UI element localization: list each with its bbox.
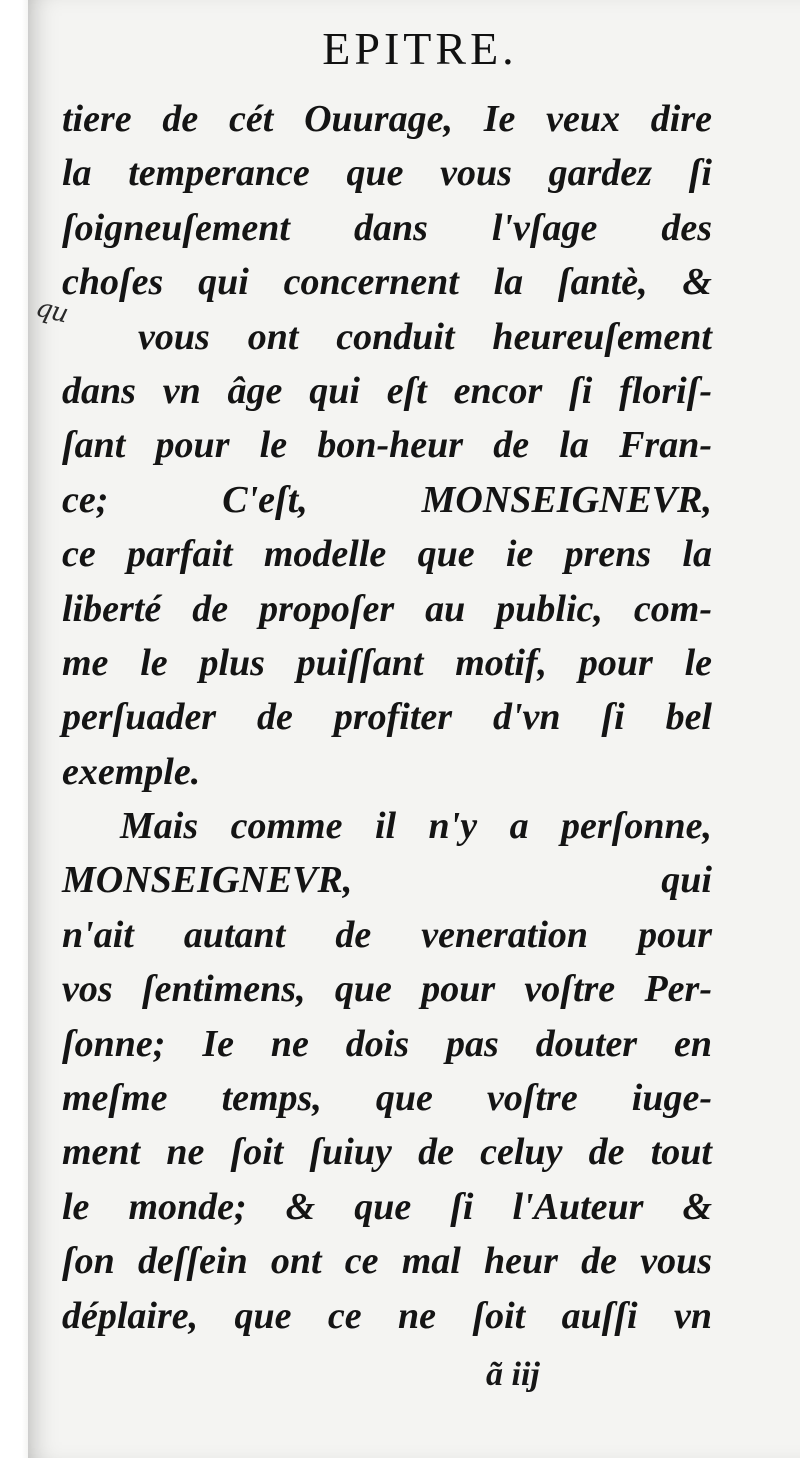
margin-note: qu: [32, 292, 71, 330]
text-line: n'ait autant de veneration pour: [62, 913, 712, 956]
text-line: vous ont conduit heureuſement: [138, 315, 712, 358]
text-line: meſme temps, que voſtre iuge-: [62, 1077, 712, 1120]
text-line: ſonne; Ie ne dois pas douter en: [62, 1022, 712, 1065]
text-line: dans vn âge qui eſt encor ſi floriſ-: [62, 369, 712, 412]
text-line: ment ne ſoit ſuiuy de celuy de tout: [62, 1131, 712, 1174]
text-line: choſes qui concernent la ſantè, &: [62, 261, 712, 304]
text-line: vos ſentimens, que pour voſtre Per-: [62, 968, 712, 1011]
text-line: ſon deſſein ont ce mal heur de vous: [62, 1240, 712, 1283]
text-line: ſant pour le bon-heur de la Fran-: [62, 424, 712, 467]
text-line: ce parfait modelle que ie prens la: [62, 533, 712, 576]
text-line: MONSEIGNEVR, qui: [62, 859, 712, 902]
text-line: exemple.: [62, 750, 201, 793]
text-line: liberté de propoſer au public, com-: [62, 587, 712, 630]
text-line: Mais comme il n'y a perſonne,: [120, 805, 712, 848]
text-line: ſoigneuſement dans l'vſage des: [62, 206, 712, 249]
body-text: [62, 92, 712, 1343]
signature-mark: ã iij: [486, 1356, 540, 1393]
text-line: tiere de cét Ouurage, Ie veux dire: [62, 98, 712, 140]
text-line: ce; C'eſt, MONSEIGNEVR,: [62, 478, 712, 521]
text-line: me le plus puiſſant motif, pour le: [62, 641, 712, 684]
page-header: EPITRE.: [322, 23, 518, 74]
text-line: le monde; & que ſi l'Auteur &: [62, 1185, 712, 1228]
text-line: déplaire, que ce ne ſoit auſſi vn: [62, 1294, 712, 1337]
text-line: la temperance que vous gardez ſi: [62, 152, 712, 195]
text-line: perſuader de profiter d'vn ſi bel: [62, 696, 712, 739]
